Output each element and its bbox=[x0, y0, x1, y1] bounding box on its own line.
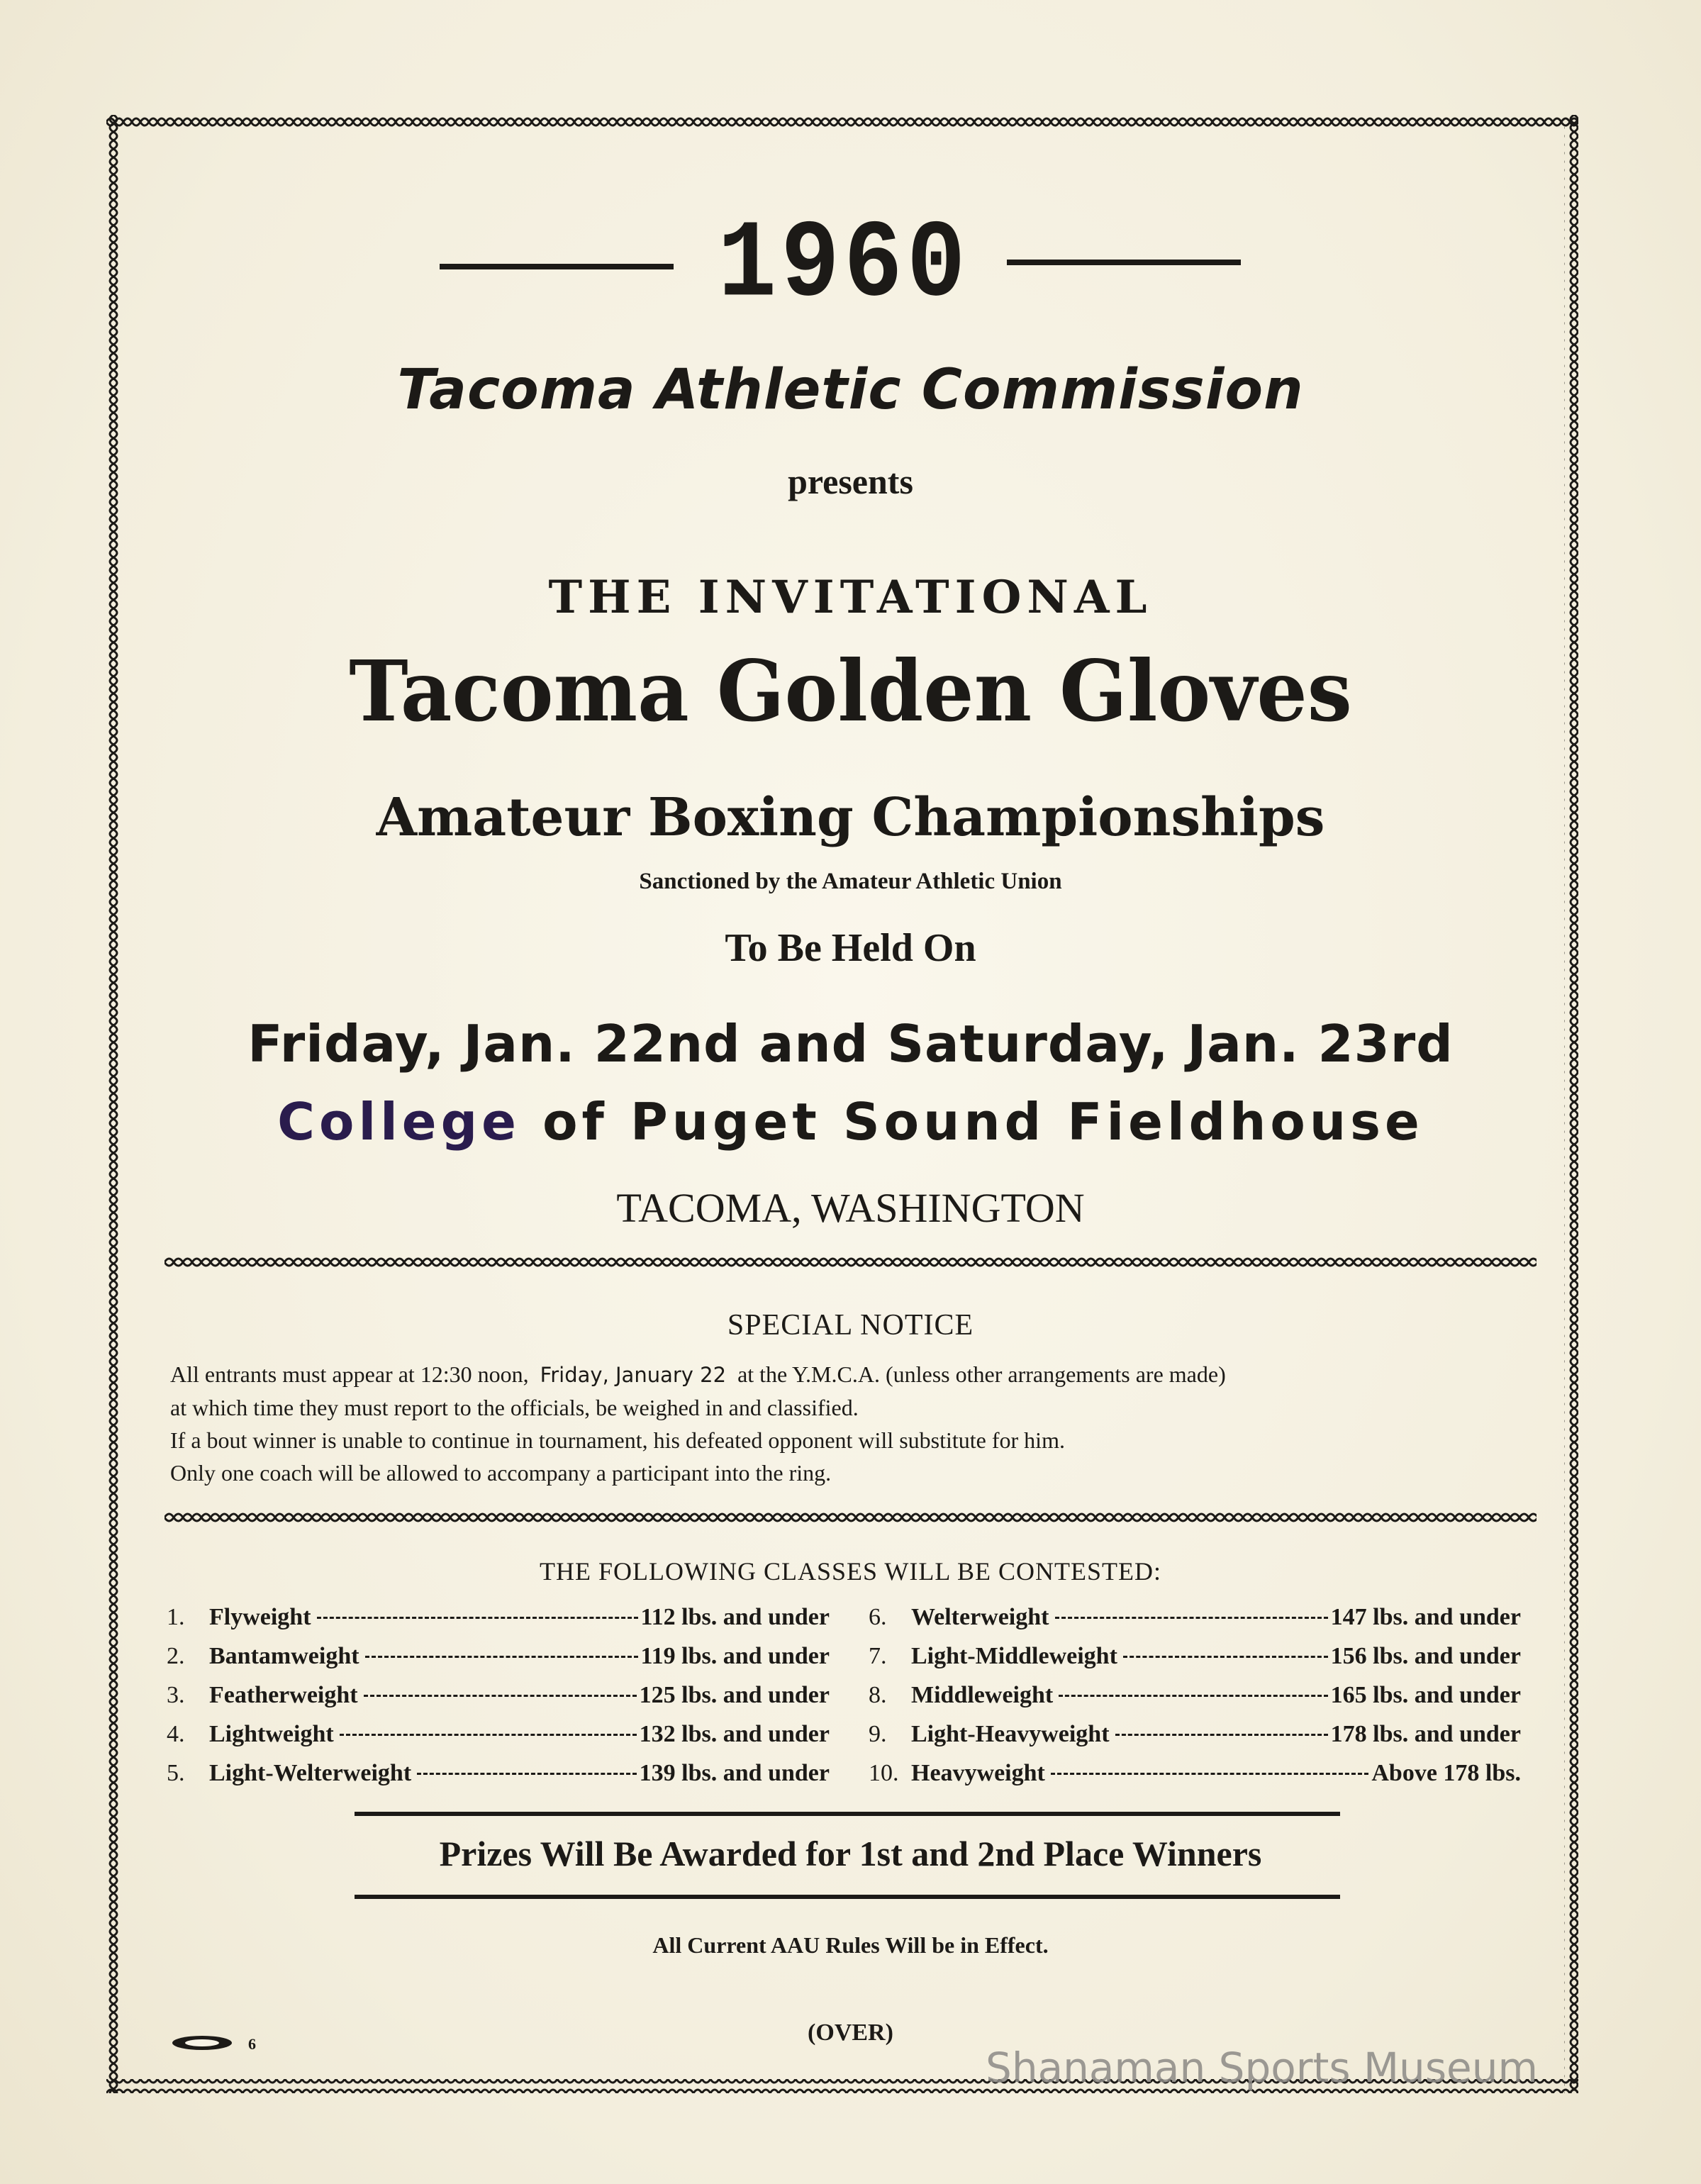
year-rule-right bbox=[1007, 260, 1241, 265]
wavy-divider-bottom bbox=[164, 1509, 1537, 1526]
notice-line-4: Only one coach will be allowed to accompany a participant into the ring. bbox=[170, 1460, 832, 1486]
special-notice-body bbox=[170, 1358, 1532, 1489]
class-row: 1. Flyweight 112 lbs. and under bbox=[167, 1604, 830, 1630]
over-text: (OVER) bbox=[808, 2019, 893, 2046]
prize-rule-bottom bbox=[355, 1895, 1340, 1899]
classes-right-column bbox=[869, 1604, 1521, 1799]
sanction-line: Sanctioned by the Amateur Athletic Union bbox=[639, 869, 1062, 894]
notice-line-1: All entrants must appear at 12:30 noon, Friday, January 22 at the Y.M.C.A. (unless other arrangements are made) bbox=[170, 1361, 1226, 1387]
special-notice-title: SPECIAL NOTICE bbox=[727, 1309, 974, 1342]
championship-title: Amateur Boxing Championships bbox=[376, 787, 1325, 848]
class-row: 3. Featherweight 125 lbs. and under bbox=[167, 1682, 830, 1708]
class-row: 7. Light-Middleweight 156 lbs. and under bbox=[869, 1643, 1521, 1669]
museum-watermark: Shanaman Sports Museum bbox=[986, 2044, 1538, 2092]
notice-line-3: If a bout winner is unable to continue in tournament, his defeated opponent will substitute for him. bbox=[170, 1427, 1065, 1453]
class-row: 5. Light-Welterweight 139 lbs. and under bbox=[167, 1760, 830, 1786]
event-dates: Friday, Jan. 22nd and Saturday, Jan. 23rd bbox=[247, 1014, 1454, 1074]
venue-name bbox=[0, 1092, 1701, 1152]
union-bug-icon bbox=[170, 2032, 269, 2054]
class-row: 8. Middleweight 165 lbs. and under bbox=[869, 1682, 1521, 1708]
printer-mark-number: 6 bbox=[248, 2035, 256, 2053]
class-row: 2. Bantamweight 119 lbs. and under bbox=[167, 1643, 830, 1669]
wavy-divider-top bbox=[164, 1254, 1537, 1271]
prize-rule-top bbox=[355, 1812, 1340, 1816]
invitational-heading: THE INVITATIONAL bbox=[548, 571, 1153, 624]
venue-part-2: of Puget Sound Fieldhouse bbox=[520, 1092, 1424, 1152]
classes-left-column bbox=[167, 1604, 830, 1799]
class-row: 4. Lightweight 132 lbs. and under bbox=[167, 1721, 830, 1747]
venue-part-1: College bbox=[277, 1092, 521, 1152]
year-heading bbox=[0, 204, 1701, 328]
year-rule-left bbox=[440, 264, 674, 269]
city-name: TACOMA, WASHINGTON bbox=[616, 1185, 1085, 1231]
prizes-text: Prizes Will Be Awarded for 1st and 2nd Place Winners bbox=[439, 1834, 1262, 1873]
notice-line-2: at which time they must report to the officials, be weighed in and classified. bbox=[170, 1395, 859, 1420]
year-text: 1960 bbox=[718, 204, 970, 328]
classes-title: THE FOLLOWING CLASSES WILL BE CONTESTED: bbox=[540, 1557, 1161, 1586]
to-be-held-text: To Be Held On bbox=[725, 926, 976, 970]
event-title: Tacoma Golden Gloves bbox=[349, 642, 1352, 740]
class-row: 6. Welterweight 147 lbs. and under bbox=[869, 1604, 1521, 1630]
commission-name: Tacoma Athletic Commission bbox=[397, 358, 1304, 422]
class-row: 9. Light-Heavyweight 178 lbs. and under bbox=[869, 1721, 1521, 1747]
presents-text: presents bbox=[788, 462, 913, 501]
rules-text: All Current AAU Rules Will be in Effect. bbox=[652, 1932, 1049, 1958]
class-row: 10. Heavyweight Above 178 lbs. bbox=[869, 1760, 1521, 1786]
